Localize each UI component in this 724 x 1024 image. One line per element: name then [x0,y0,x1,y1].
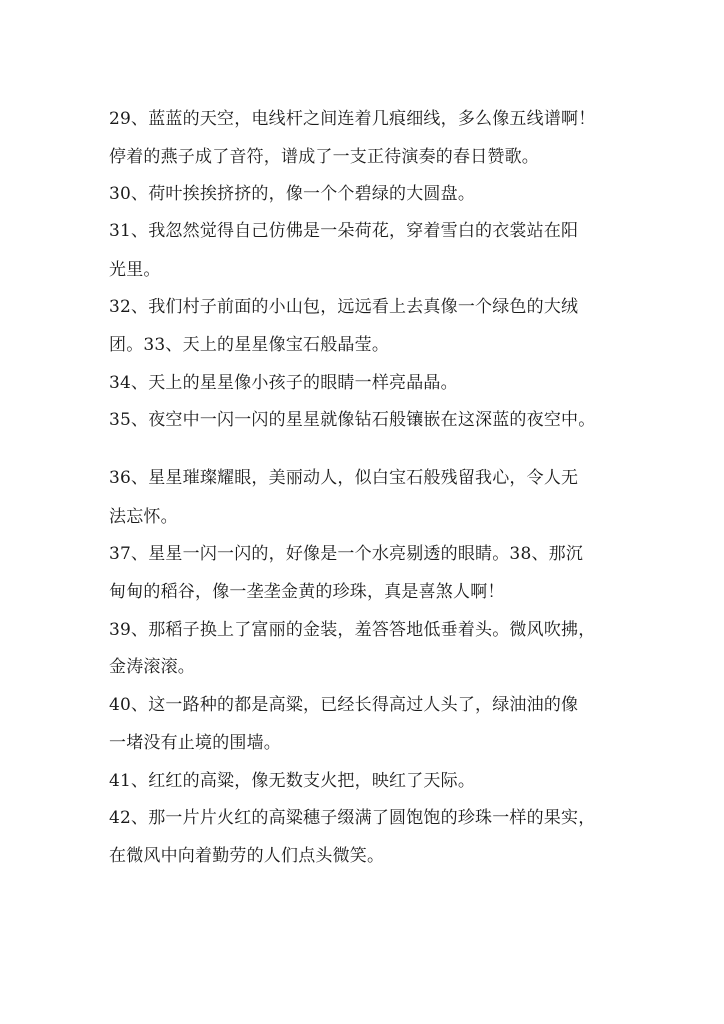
text-line: 甸甸的稻谷，像一垄垄金黄的珍珠，真是喜煞人啊！ [109,582,505,602]
text-line: 31、我忽然觉得自己仿佛是一朵荷花，穿着雪白的衣裳站在阳 [109,221,579,241]
text-line: 金涛滚滚。 [109,657,195,677]
text-line: 停着的燕子成了音符，谱成了一支正待演奏的春日赞歌。 [109,147,539,167]
text-line: 29、蓝蓝的天空，电线杆之间连着几痕细线，多么像五线谱啊！ [109,109,596,129]
text-line: 41、红红的高粱，像无数支火把，映红了天际。 [109,771,476,791]
text-line: 42、那一片片火红的高粱穗子缀满了圆饱饱的珍珠一样的果实， [109,808,596,828]
text-line: 36、星星璀璨耀眼，美丽动人，似白宝石般残留我心，令人无 [109,468,579,488]
text-line: 30、荷叶挨挨挤挤的，像一个个碧绿的大圆盘。 [109,184,476,204]
text-line: 32、我们村子前面的小山包，远远看上去真像一个绿色的大绒 [109,297,579,317]
text-line: 34、天上的星星像小孩子的眼睛一样亮晶晶。 [109,373,458,393]
text-line: 光里。 [109,260,161,280]
text-line: 一堵没有止境的围墙。 [109,733,281,753]
text-line: 35、夜空中一闪一闪的星星就像钻石般镶嵌在这深蓝的夜空中。 [109,410,596,430]
text-line: 37、星星一闪一闪的，好像是一个水亮剔透的眼睛。38、那沉 [109,544,584,564]
text-line: 法忘怀。 [109,507,178,527]
text-line: 39、那稻子换上了富丽的金装，羞答答地低垂着头。微风吹拂， [109,620,596,640]
text-line: 团。33、天上的星星像宝石般晶莹。 [109,335,390,355]
text-line: 40、这一路种的都是高粱，已经长得高过人头了，绿油油的像 [109,695,579,715]
text-line: 在微风中向着勤劳的人们点头微笑。 [109,846,385,866]
